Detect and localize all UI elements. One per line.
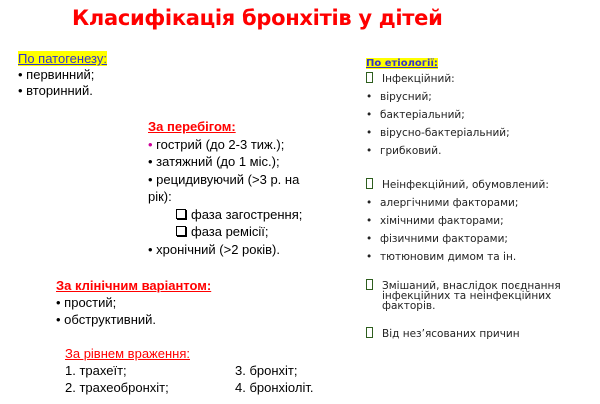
checkbox-icon [366,279,373,290]
sub-item: фаза ремісії; [191,224,269,239]
list-item: вірусно-бактеріальний; [380,127,510,139]
list-item: 1. трахеїт; [65,363,127,378]
category-label-continuation: інфекційних та неінфекційних [382,290,552,302]
pathogenesis-section [18,51,107,99]
list-item-continuation: рік): [148,189,172,204]
list-item: • вторинний. [18,83,107,99]
category-label: Інфекційний: [382,73,455,85]
list-item: 2. трахеобронхіт; [65,380,169,395]
course-header: За перебігом: [148,119,236,134]
list-item: • гострий (до 2-3 тиж.); [148,136,302,154]
list-item: • хронічний (>2 років). [148,241,302,259]
pathogenesis-header: По патогенезу: [18,51,107,66]
list-item: • рецидивуючий (>3 р. на [148,171,302,189]
list-item: • затяжний (до 1 міс.); [148,153,302,171]
list-item: хімічними факторами; [380,215,504,227]
category-label-continuation: факторів. [382,300,436,312]
level-section [65,345,355,396]
etiology-header: По етіології: [366,58,438,69]
page-title: Класифікація бронхітів у дітей [72,6,443,30]
checkbox-icon [176,226,186,236]
list-item: • первинний; [18,67,107,83]
level-header: За рівнем враження: [65,346,190,361]
category-label: Неінфекційний, обумовлений: [382,179,549,191]
sub-item: фаза загострення; [191,206,303,222]
list-item: грибковий. [380,145,442,157]
list-item: алергічними факторами; [380,197,519,209]
list-item: фізичними факторами; [380,233,508,245]
list-item: • простий; [56,294,211,311]
category-label: Змішаний, внаслідок поєднання [382,280,561,292]
list-item: 3. бронхіт; [235,363,298,378]
clinical-section [56,277,211,328]
category-label: Від нез’ясованих причин [382,328,520,340]
checkbox-icon [176,209,186,219]
clinical-header: За клінічним варіантом: [56,278,212,293]
list-item: бактеріальний; [380,109,465,121]
list-item: тютюновим димом та ін. [380,251,517,263]
list-item: 4. бронхіоліт. [235,380,314,395]
list-item: вірусний; [380,91,432,103]
etiology-section: По етіології: Інфекційний: • вірусний; • бактеріальний; • вірусно-бактеріальний; • грибковий. Неінфекційний, обумовлений: • алергічними факторами; • хімічними факторами; • фізичними факторами; • тютюновим димом та ін. Змішаний, внаслідок поєднання інфекційних та неінфекційних факторів. Від нез’ясованих причин [366,58,561,340]
checkbox-icon [366,327,373,338]
course-section [148,118,302,258]
list-item: • обструктивний. [56,311,211,328]
checkbox-icon [366,72,373,83]
checkbox-icon [366,178,373,189]
